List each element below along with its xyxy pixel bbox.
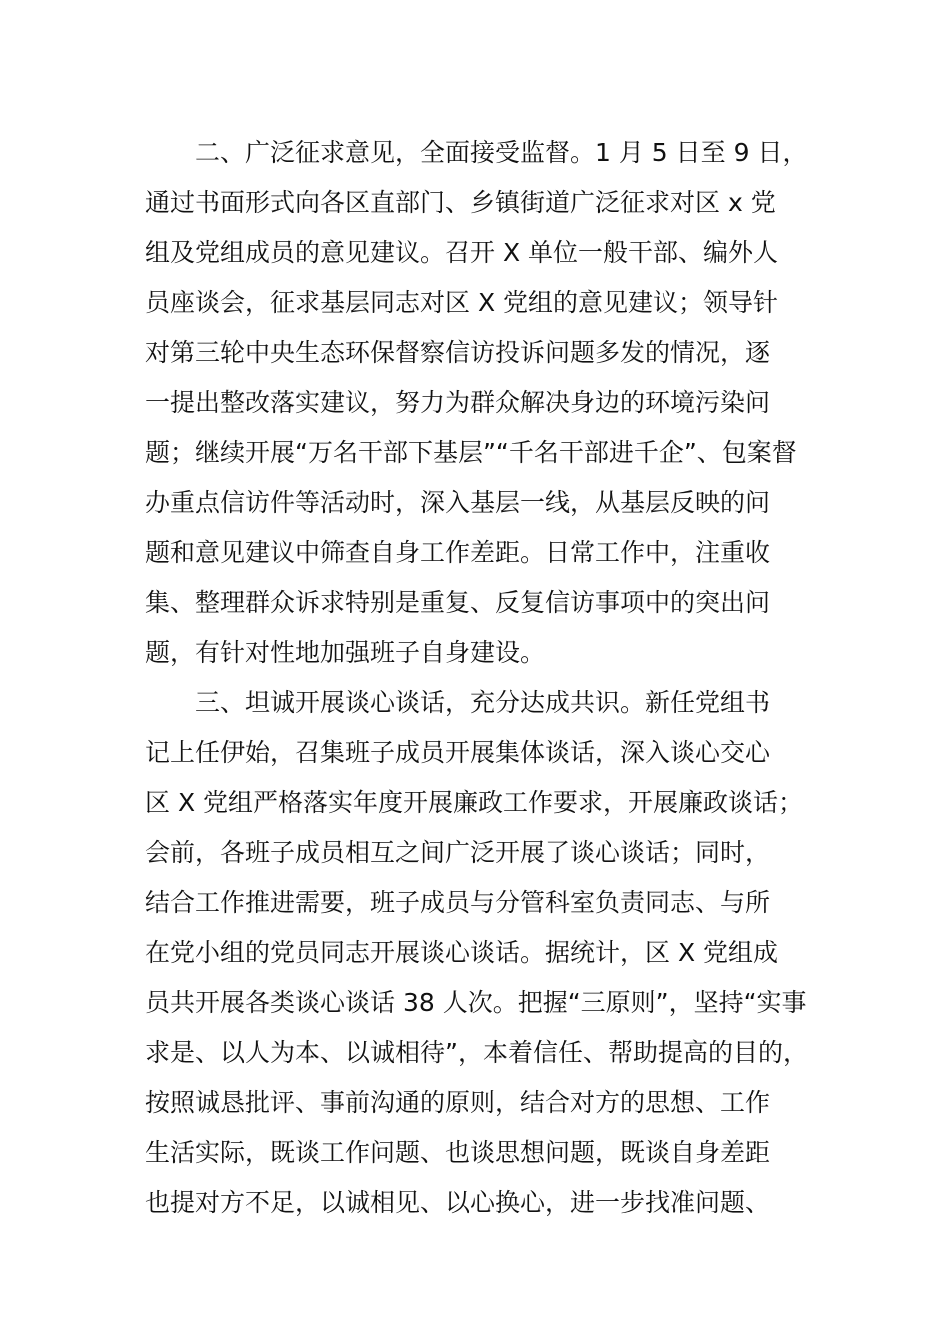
body-text [145, 128, 845, 1228]
paragraph-line: 题和意见建议中筛查自身工作差距。日常工作中，注重收 [145, 538, 771, 567]
paragraph-2 [145, 128, 845, 678]
paragraph-line: 区 X 党组严格落实年度开展廉政工作要求，开展廉政谈话； [145, 788, 804, 817]
paragraph-line: 集、整理群众诉求特别是重复、反复信访事项中的突出问 [145, 588, 771, 617]
paragraph-line: 通过书面形式向各区直部门、乡镇街道广泛征求对区 x 党 [145, 188, 776, 217]
paragraph-line: 题；继续开展“万名干部下基层”“千名干部进千企”、包案督 [145, 438, 797, 467]
paragraph-line: 结合工作推进需要，班子成员与分管科室负责同志、与所 [145, 888, 771, 917]
paragraph-line: 记上任伊始，召集班子成员开展集体谈话，深入谈心交心 [145, 738, 771, 767]
paragraph-line: 二、广泛征求意见，全面接受监督。1 月 5 日至 9 日， [195, 138, 808, 167]
paragraph-line: 在党小组的党员同志开展谈心谈话。据统计，区 X 党组成 [145, 938, 779, 967]
paragraph-line: 员座谈会，征求基层同志对区 X 党组的意见建议；领导针 [145, 288, 779, 317]
paragraph-line: 员共开展各类谈心谈话 38 人次。把握“三原则”，坚持“实事 [145, 988, 807, 1017]
paragraph-line: 一提出整改落实建议，努力为群众解决身边的环境污染问 [145, 388, 771, 417]
paragraph-line: 生活实际，既谈工作问题、也谈思想问题，既谈自身差距 [145, 1138, 771, 1167]
paragraph-line: 题，有针对性地加强班子自身建设。 [145, 638, 546, 667]
paragraph-line: 组及党组成员的意见建议。召开 X 单位一般干部、编外人 [145, 238, 779, 267]
paragraph-3 [145, 678, 845, 1228]
paragraph-line: 求是、以人为本、以诚相待”，本着信任、帮助提高的目的， [145, 1038, 808, 1067]
paragraph-line: 办重点信访件等活动时，深入基层一线，从基层反映的问 [145, 488, 771, 517]
paragraph-line: 三、坦诚开展谈心谈话，充分达成共识。新任党组书 [195, 688, 771, 717]
paragraph-line: 按照诚恳批评、事前沟通的原则，结合对方的思想、工作 [145, 1088, 771, 1117]
paragraph-line: 也提对方不足，以诚相见、以心换心，进一步找准问题、 [145, 1188, 771, 1217]
paragraph-line: 对第三轮中央生态环保督察信访投诉问题多发的情况，逐 [145, 338, 771, 367]
paragraph-line: 会前，各班子成员相互之间广泛开展了谈心谈话；同时， [145, 838, 771, 867]
